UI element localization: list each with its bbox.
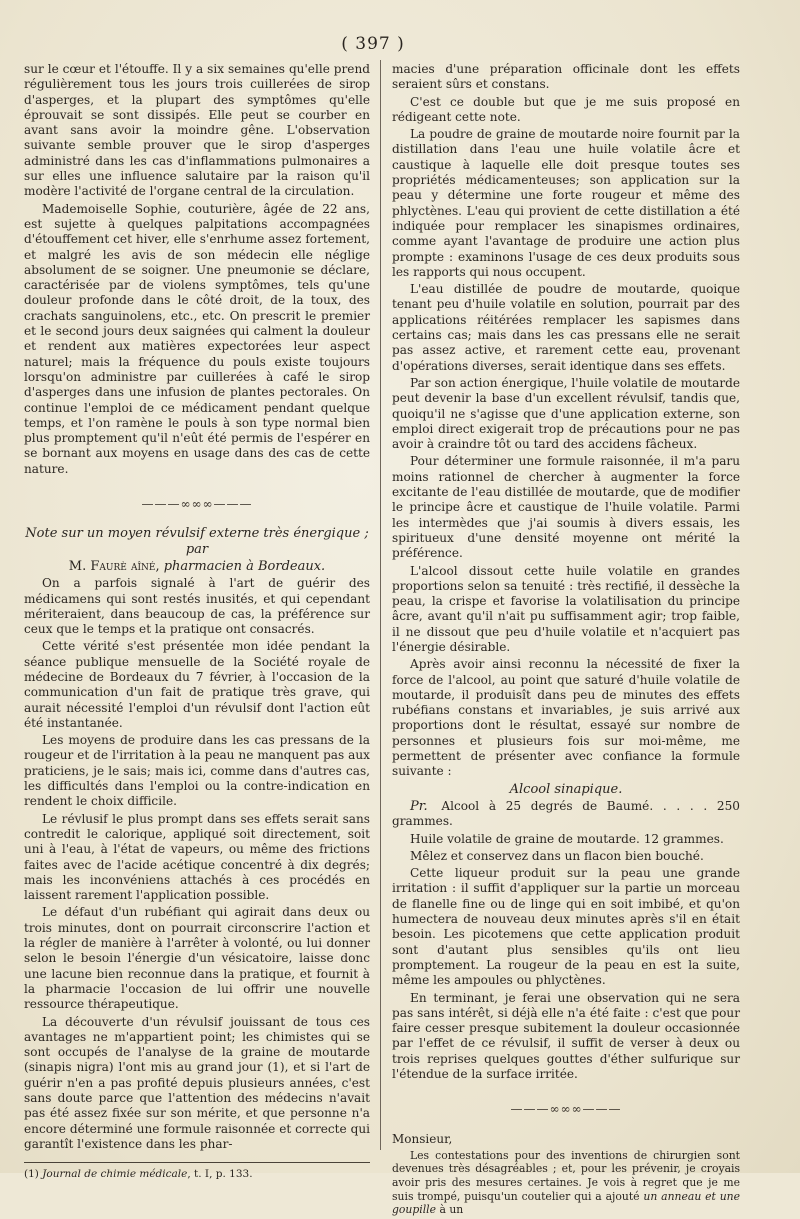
paragraph: Le défaut d'un rubéfiant qui agirait dans deux ou trois minutes, dont on pourrait circonscrire l'action et la régler de manière à l'arrêter à volonté, ou lui donner selon le besoin l'énergie d'un vésicatoire, laisse donc une lacune bien reconnue dans la pratique, et fournit à la pharmacie l'occasion de lui offrir une nouvelle ressource thérapeutique. (24, 905, 370, 1012)
paragraph: Les moyens de produire dans les cas pressans de la rougeur et de l'irritation à la peau ne manquent pas aux praticiens, je le sais; mais ici, comme dans d'autres cas, les difficultés dans l'emploi ou la contre-indication en rendent le choix difficile. (24, 733, 370, 809)
formula-line (392, 799, 740, 830)
paragraph: L'alcool dissout cette huile volatile en grandes proportions selon sa tenuité : très rectifié, il dessèche la peau, la crispe et favorise la volatilisation du principe âcre, avant qu'il n'ait pu suffisamment agir; trop faible, il ne dissout que peu d'huile volatile et n'acquiert pas l'énergie désirable. (392, 563, 740, 654)
paragraph: sur le cœur et l'étouffe. Il y a six semaines qu'elle prend régulièrement tous les jours trois cuillerées de sirop d'asperges, et la plupart des symptômes qu'elle éprouvait se sont dissipés. Elle peut se courber en avant sans avoir la moindre gêne. L'observation suivante semble prouver que le sirop d'asperges administré dans les cas d'inflammations pulmonaires a sur elles une influence salutaire par la raison qu'il modère l'activité de l'organe central de la circulation. (24, 62, 370, 199)
formula-ingredient-2: Huile volatile de graine de moutarde. 12 grammes. (410, 831, 724, 846)
footnote-journal: Journal de chimie médicale (42, 1168, 188, 1181)
paragraph: Par son action énergique, l'huile volatile de moutarde peut devenir la base d'un excellent révulsif, tandis que, quoiqu'il ne s'agisse que d'une application externe, son emploi direct exigerait trop de précautions pour ne pas avoir à craindre tôt ou tard des accidens fâcheux. (392, 375, 740, 452)
paragraph: La découverte d'un révulsif jouissant de tous ces avantages ne m'appartient point; les chimistes qui se sont occupés de l'analyse de la graine de moutarde (sinapis nigra) l'ont mis au grand jour (1), et si l'art de guérir n'en a pas profité depuis plusieurs années, c'est sans doute parce que l'attention des médecins n'avait pas été assez fixée sur son mérite, et que personne n'a encore déterminé une formule raisonnée et correcte qui garantît l'existence dans les phar- (24, 1014, 370, 1151)
paragraph: Mademoiselle Sophie, couturière, âgée de 22 ans, est sujette à quelques palpitations accompagnées d'étouffement cet hiver, elle s'enrhume assez fortement, et malgré les avis de son médecin elle néglige absolument de se soigner. Une pneumonie se déclare, caractérisée par de violens symptômes, tels qu'une douleur profonde dans le côté droit, de la toux, des crachats sanguinolens, etc., etc. On prescrit le premier et le second jours deux saignées qui calment la douleur et rendent aux matières expectorées leur aspect naturel; mais la fréquence du pouls existe toujours lorsqu'on administre par cuillerées à café le sirop d'asperges dans une infusion de plantes pectorales. On continue l'emploi de ce médicament pendant quelque temps, et l'on ramène le pouls à son type normal bien plus promptement qu'il n'eût été permis de l'espérer en se bornant aux moyens en usage dans des cas de cette nature. (24, 201, 370, 476)
note-author (24, 559, 370, 574)
right-column (392, 62, 740, 1219)
section-ornament: ———∞∞∞——— (141, 497, 253, 512)
letter-text-italic: un anneau et une goupille (392, 1189, 740, 1217)
section-ornament: ———∞∞∞——— (510, 1102, 622, 1117)
letter-text-start: Les contestations pour des inventions de chirurgien sont devenues très désagréables ; et, pour les prévenir, je croyais avoir pris des mesures certaines. Je vois à regret que je me suis trompé, puisqu'un coutelier qui a ajouté (392, 1148, 740, 1203)
note-title: Note sur un moyen révulsif externe très énergique ; par (25, 526, 369, 557)
footnote-rule (24, 1162, 370, 1163)
formula-prescription-mark: Pr. (410, 798, 428, 814)
footnote-number: (1) (24, 1168, 39, 1181)
letter-salutation: Monsieur, (392, 1131, 453, 1146)
paragraph: C'est ce double but que je me suis proposé en rédigeant cette note. (392, 94, 740, 124)
paragraph: Pour déterminer une formule raisonnée, il m'a paru moins rationnel de chercher à augmenter la force excitante de l'eau distillée de moutarde, que de modifier le principe âcre et caustique de l'huile volatile. Parmi les intermèdes que j'ai soumis à divers essais, les spiritueux d'une densité moyenne ont mérité la préférence. (392, 454, 740, 561)
author-name: M. Faurè aîné, (68, 558, 160, 574)
paragraph: On a parfois signalé à l'art de guérir des médicamens qui sont restés inusités, et qui cependant mériteraient, dans beaucoup de cas, la préférence sur ceux que le temps et la pratique ont consacrés. (24, 576, 370, 637)
formula-instruction: Mêlez et conservez dans un flacon bien bouché. (410, 848, 704, 863)
left-column (24, 62, 370, 1184)
letter-text (392, 1149, 740, 1217)
paragraph: Cette liqueur produit sur la peau une grande irritation : il suffit d'appliquer sur la partie un morceau de flanelle fine ou de linge qui en soit imbibé, et qu'on humectera de nouveau deux minutes après s'il en était besoin. Les picotemens que cette application produit sont d'autant plus sensibles qu'ils ont lieu promptement. La rougeur de la peau en est la suite, même les ampoules ou phlyctènes. (392, 866, 740, 988)
paragraph: L'eau distillée de poudre de moutarde, quoique tenant peu d'huile volatile en solution, pourrait par des applications réitérées remplacer les sapismes dans certains cas; mais dans les cas pressans elle ne serait pas assez active, et rarement cette eau, provenant d'opérations diverses, serait identique dans ses effets. (392, 282, 740, 373)
formula-ingredient-1: Alcool à 25 degrés de Baumé. . . . . 250 grammes. (392, 798, 740, 829)
column-divider (380, 60, 381, 1150)
letter-text-end: à un (436, 1203, 464, 1217)
paragraph: En terminant, je ferai une observation qui ne sera pas sans intérêt, si déjà elle n'a été faite : c'est que pour faire cesser presque subitement la douleur occasionnée par l'effet de ce révulsif, il suffit de verser à deux ou trois reprises quelques gouttes d'éther sulfurique sur l'étendue de la surface irritée. (392, 990, 740, 1081)
paragraph: Cette vérité s'est présentée mon idée pendant la séance publique mensuelle de la Société royale de médecine de Bordeaux du 7 février, à l'occasion de la communication d'un fait de pratique très grave, qui aurait nécessité l'emploi d'un révulsif dont l'action eût été instantanée. (24, 639, 370, 730)
footnote (24, 1167, 370, 1182)
paragraph: macies d'une préparation officinale dont les effets seraient sûrs et constans. (392, 62, 740, 92)
page-number: ( 397 ) (341, 34, 405, 54)
paragraph: Après avoir ainsi reconnu la nécessité de fixer la force de l'alcool, au point que saturé d'huile volatile de moutarde, il produisît dans peu de minutes des effets rubéfians constans et invariables, je suis arrivé aux proportions dont le résultat, essayé sur nombre de personnes et plusieurs fois sur moi-même, me permettent de présenter avec confiance la formule suivante : (392, 657, 740, 779)
author-role: pharmacien à Bordeaux. (163, 558, 326, 574)
footnote-reference: , t. I, p. 133. (187, 1168, 253, 1181)
paragraph: Le révlusif le plus prompt dans ses effets serait sans contredit le calorique, appliqué soit directement, soit uni à l'eau, à l'état de vapeurs, ou même des frictions faites avec de l'acide acétique concentré à dix degrés; mais les inconvéniens attachés à ces procédés en laissent rarement l'application possible. (24, 811, 370, 903)
formula-title: Alcool sinapique. (509, 781, 623, 797)
paragraph: La poudre de graine de moutarde noire fournit par la distillation dans l'eau une huile volatile âcre et caustique à laquelle elle doit presque toutes ses propriétés médicamenteuses; son application sur la peau y détermine une forte rougeur et même des phlyctènes. L'eau qui provient de cette distillation a été indiquée pour remplacer les sinapismes ordinaires, comme ayant l'avantage de produire une action plus prompte : examinons l'usage de ces deux produits sous les rapports qui nous occupent. (392, 127, 740, 279)
